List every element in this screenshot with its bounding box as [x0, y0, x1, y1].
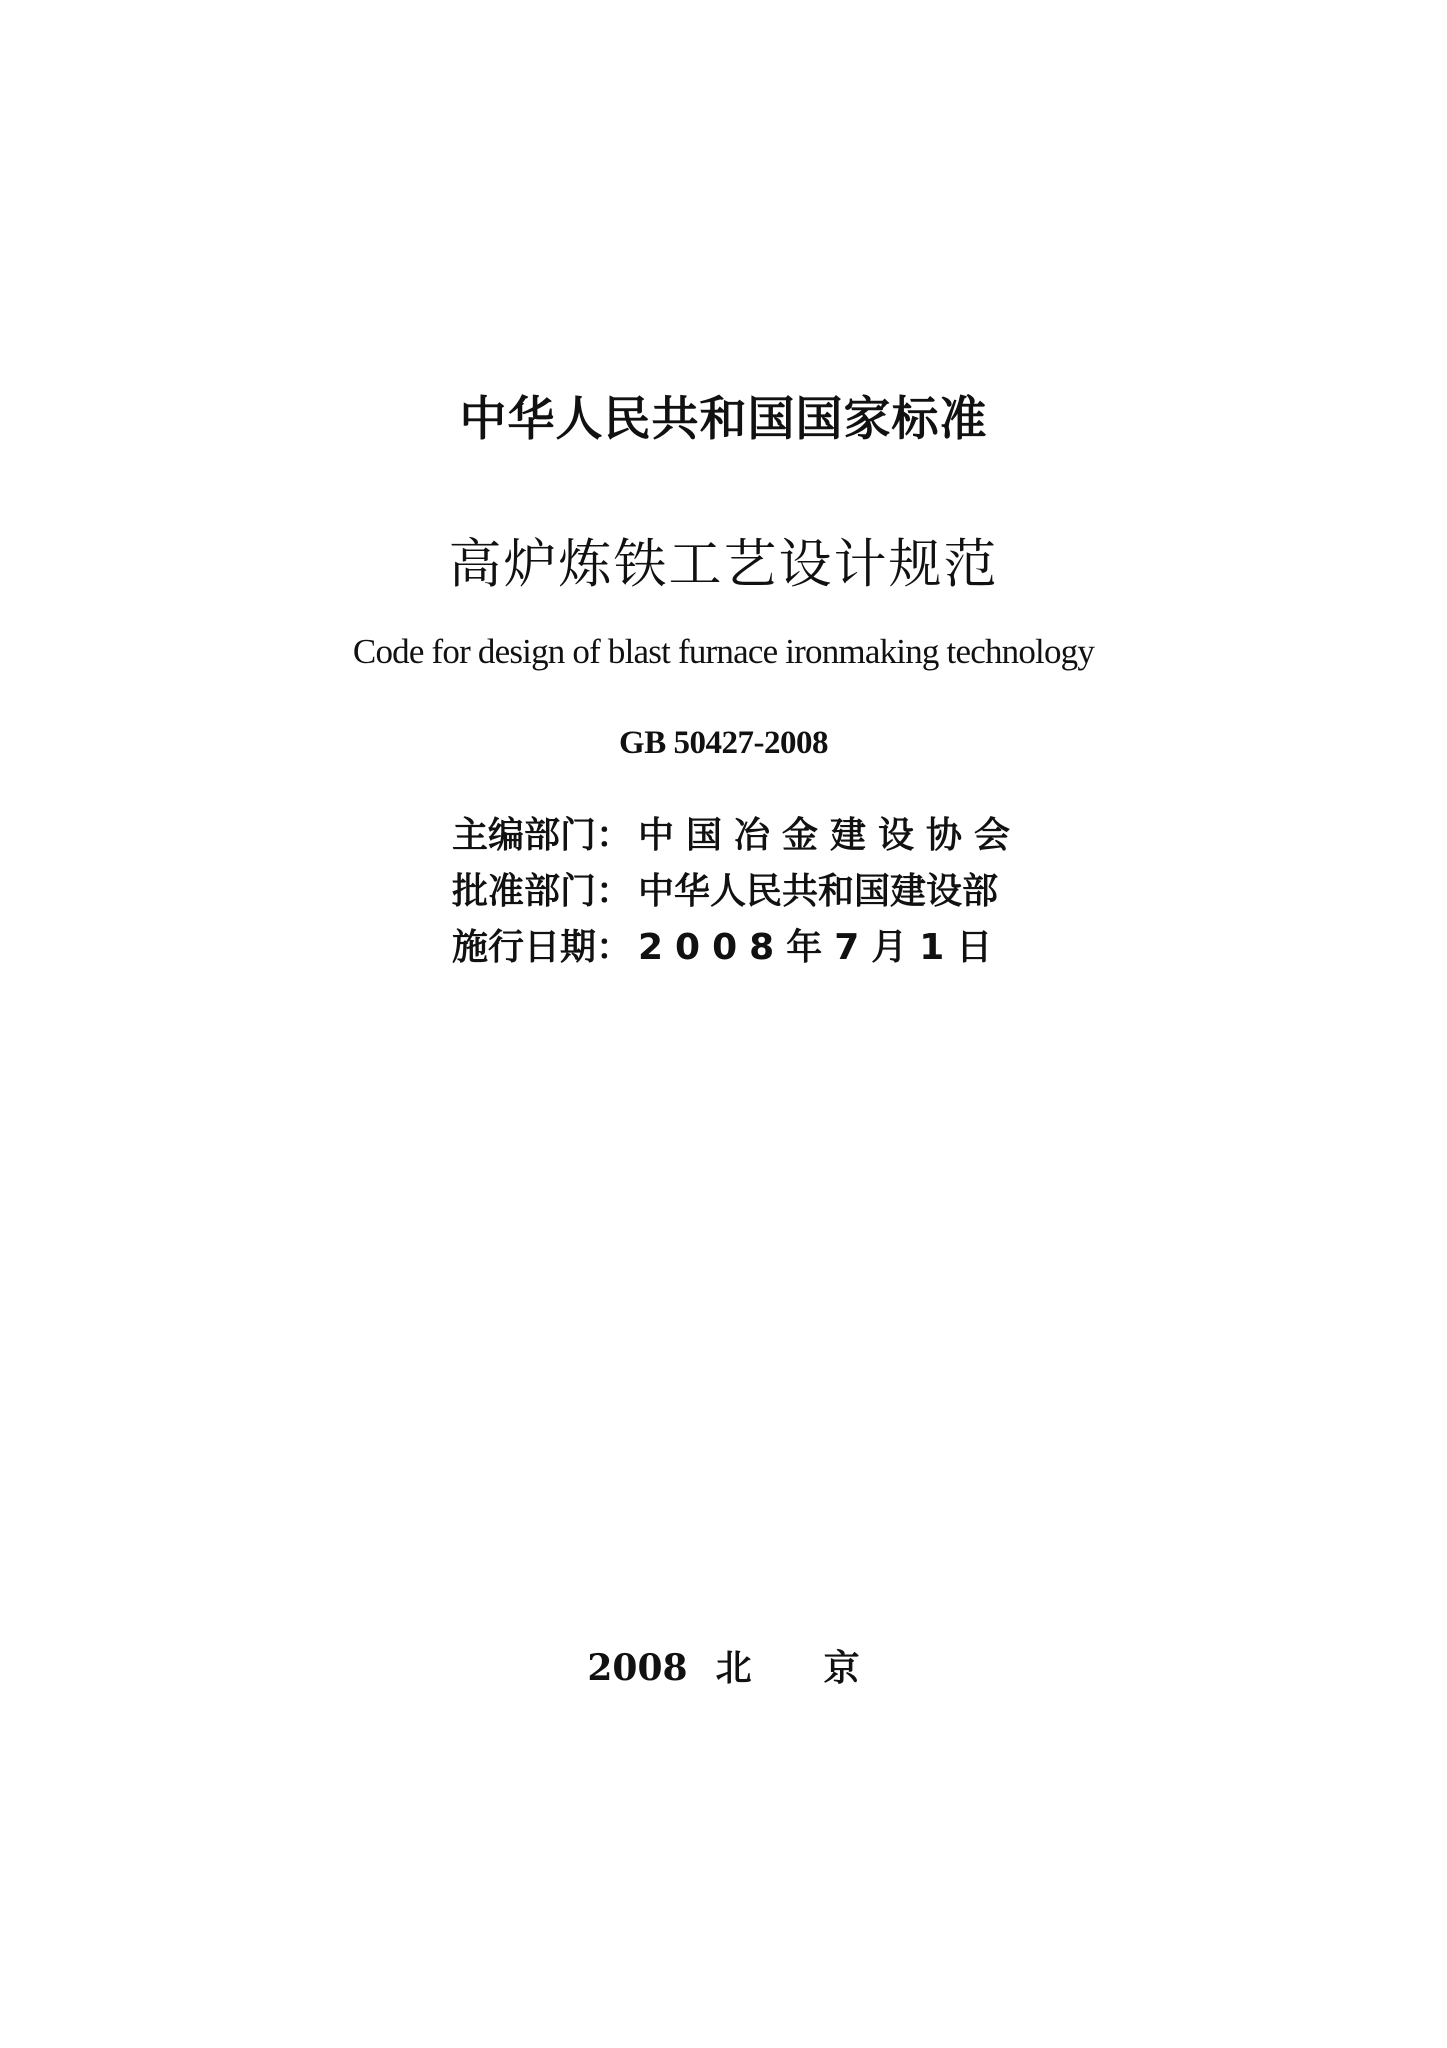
- info-label-editor: 主编部门：: [452, 815, 633, 856]
- national-standard-heading: 中华人民共和国国家标准: [459, 392, 988, 447]
- info-row-approval: [452, 864, 1152, 920]
- info-value-effective-date: 2008年7月1日: [638, 927, 1005, 968]
- publish-city-char-2: 京: [823, 1647, 860, 1689]
- title-english: Code for design of blast furnace ironmaking technology: [352, 632, 1095, 671]
- info-label-approval: 批准部门：: [452, 871, 633, 912]
- standard-number: GB 50427-2008: [619, 725, 828, 761]
- info-row-editor: [452, 808, 1152, 864]
- publish-city-char-1: 北: [715, 1647, 752, 1689]
- info-block: [452, 808, 1152, 976]
- info-value-approval: 中华人民共和国建设部: [638, 871, 999, 912]
- publish-year: 2008: [587, 1647, 688, 1689]
- publish-line: [0, 1640, 1447, 1691]
- info-label-effective-date: 施行日期：: [452, 927, 633, 968]
- info-value-editor: 中国冶金建设协会: [638, 815, 1023, 856]
- info-row-effective-date: [452, 920, 1152, 976]
- title-chinese: 高炉炼铁工艺设计规范: [448, 534, 999, 595]
